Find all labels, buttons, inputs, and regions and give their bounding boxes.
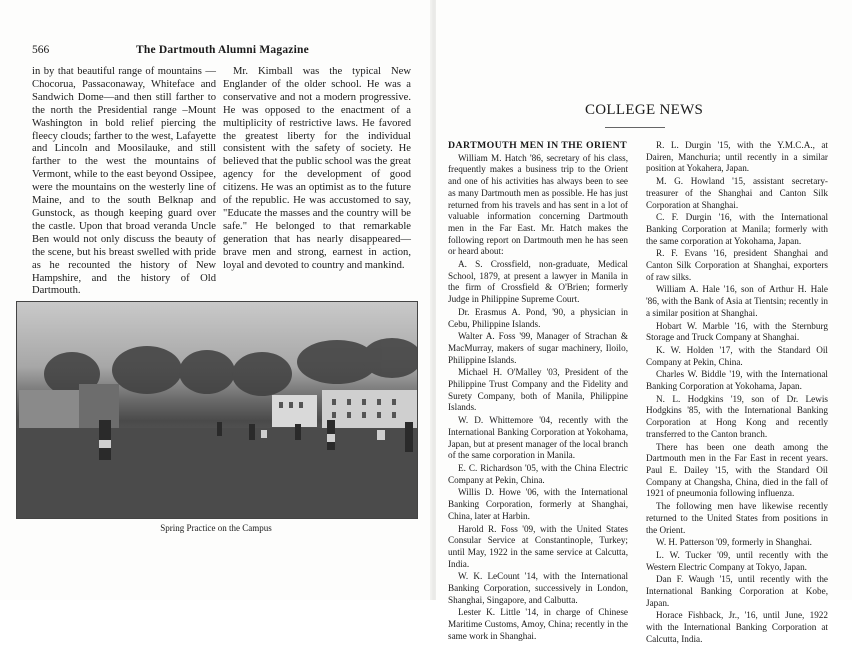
photo-spring-practice <box>16 301 418 519</box>
title-divider <box>605 127 665 128</box>
left-page <box>0 0 432 600</box>
paragraph: The following men have likewise recently returned to the United States from positions in the Orient. <box>646 501 828 535</box>
right-column-1 <box>448 140 628 644</box>
entry: R. L. Durgin '15, with the Y.M.C.A., at Dairen, Manchuria; until recently in a similar position at Yokahera, Japan. <box>646 140 828 174</box>
entry: Hobart W. Marble '16, with the Sternburg Storage and Truck Company at Shanghai. <box>646 320 828 343</box>
entry: Lester K. Little '14, in charge of Chinese Maritime Customs, Amoy, China; recently in the same work in Shanghai. <box>448 607 628 641</box>
entry: W. D. Whittemore '04, recently with the International Banking Corporation at Yokohama, Japan, but at present manager of the local branch of the same corporation in Manila. <box>448 415 628 461</box>
paragraph: William M. Hatch '86, secretary of his class, frequently makes a business trip to the Orient and one of his activities has always been to see as many Dartmouth men as possible. He has just returned from his travels and has sent in a lot of valuable information concerning Dartmouth men in the Far East. Mr. Hatch makes the following report on Dartmouth men he has seen or heard about: <box>448 152 628 257</box>
photo-caption: Spring Practice on the Campus <box>160 523 272 533</box>
entry: Horace Fishback, Jr., '16, until June, 1922 with the International Banking Corporation at Calcutta, India. <box>646 610 828 644</box>
entry: C. F. Durgin '16, with the International Banking Corporation at Manila; formerly with the same corporation at Yokohama, Japan. <box>646 212 828 246</box>
left-column-1 <box>32 66 216 298</box>
paragraph: in by that beautiful range of mountains —Chocorua, Passaconaway, Whiteface and Sandwich Dome—and then still farther to the north the Presidential range –Mount Washington in bold relief piercing the fleecy clouds; farther to the west, Lafayette and Lincoln and Moosilauke, and still farther to the west the mountains of Vermont, while to the east beyond Ossipee, were the mountains on the westerly line of Maine, and to the south Belknap and Gunstock, as though keeping guard over the castle. Upon that broad veranda Uncle Ben would not only discuss the beauty of the scene, but his breast swelled with pride as he recounted the history of New Hampshire, and the history of Old Dartmouth. <box>32 66 216 297</box>
entry: W. K. LeCount '14, with the International Banking Corporation, successively in London, Shanghai, Singapore, and Calbutta. <box>448 571 628 605</box>
entry: L. W. Tucker '09, until recently with the Western Electric Company at Tokyo, Japan. <box>646 549 828 572</box>
entry: M. G. Howland '15, assistant secretary-treasurer of the Shanghai and Canton Silk Corporation at Shanghai. <box>646 176 828 210</box>
entry: Dr. Erasmus A. Pond, '90, a physician in Cebu, Philippine Islands. <box>448 306 628 329</box>
campus-photo-illustration <box>17 302 417 518</box>
entry: K. W. Holden '17, with the Standard Oil Company at Pekin, China. <box>646 344 828 367</box>
paragraph: Mr. Kimball was the typical New Englander of the older school. He was a conservative and not a modern progressive. He was opposed to the enactment of a multiplicity of restrictive laws. He favored the greatest liberty for the individual consistent with the safety of society. He believed that the public school was the great agency for the development of good citizens. He was an optimist as to the future of the republic. He was accustomed to say, "Educate the masses and the country will be safe." He belonged to that remarkable generation that has nearly disappeared—brave men and strong, earnest in action, loyal and devoted to country and mankind. <box>223 66 411 271</box>
entry: Michael H. O'Malley '03, President of the Philippine Trust Company and the Fidelity and Surety Company, both of Manila, Philippine Islands. <box>448 367 628 413</box>
magazine-title: The Dartmouth Alumni Magazine <box>136 44 309 56</box>
entry: Dan F. Waugh '15, until recently with the International Banking Corporation at Kobe, Japan. <box>646 574 828 608</box>
page-number: 566 <box>32 44 50 56</box>
entry: Harold R. Foss '09, with the United States Consular Service at Constantinople, Turkey; until May, 1922 in the same service at Calcutta, India. <box>448 523 628 569</box>
entry: Willis D. Howe '06, with the International Banking Corporation, formerly at Shanghai, China, later at Harbin. <box>448 487 628 521</box>
entry: William A. Hale '16, son of Arthur H. Hale '86, with the Bank of Asia at Tientsin; recently in a similar position at Shanghai. <box>646 284 828 318</box>
entry: R. F. Evans '16, president Shanghai and Canton Silk Corporation at Shanghai, exporters of raw silks. <box>646 248 828 282</box>
paragraph: There has been one death among the Dartmouth men in the Far East in recent years. Paul E. Dailey '15, with the Standard Oil Company at Changsha, China, died in the fall of 1921 of pneumonia following influenza. <box>646 441 828 499</box>
entry: N. L. Hodgkins '19, son of Dr. Lewis Hodgkins '85, with the International Banking Corporation at Hong Kong and recently transferred to the Canton branch. <box>646 393 828 439</box>
section-title: COLLEGE NEWS <box>585 102 704 118</box>
entry: E. C. Richardson '05, with the China Electric Company at Pekin, China. <box>448 462 628 485</box>
article-subhead: DARTMOUTH MEN IN THE ORIENT <box>448 140 628 151</box>
entry: A. S. Crossfield, non-graduate, Medical School, 1879, at present a lawyer in Manila in the firm of Crossfield & O'Brien; formerly Judge in Philippine Supreme Court. <box>448 259 628 305</box>
right-column-2 <box>646 140 828 647</box>
entry: Walter A. Foss '99, Manager of Strachan & MacMurray, makers of sugar machinery, Iloilo, Philippine Islands. <box>448 331 628 365</box>
entry: W. H. Patterson '09, formerly in Shanghai. <box>656 537 812 548</box>
left-column-2 <box>223 66 411 273</box>
entry: Charles W. Biddle '19, with the International Banking Corporation at Yokohama, Japan. <box>646 369 828 392</box>
